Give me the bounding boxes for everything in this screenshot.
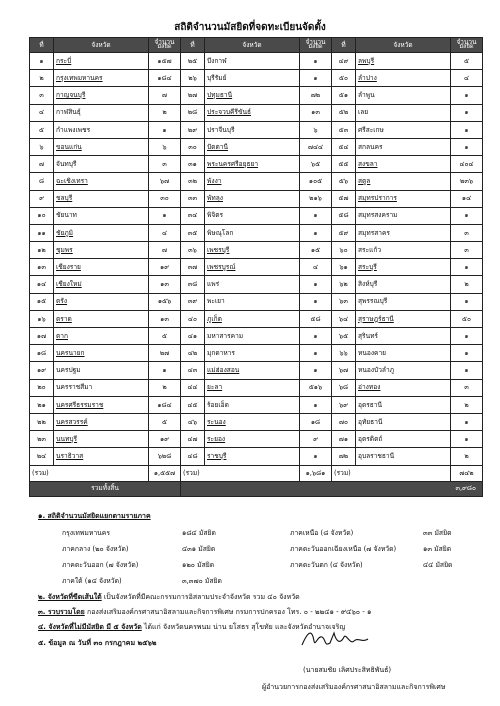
- header-no: ที่: [332, 38, 356, 53]
- mosque-count: ๑๓: [149, 310, 181, 327]
- mosque-count: ๑๕๗: [149, 53, 181, 70]
- mosque-count: ๒๓๖: [451, 173, 483, 190]
- province-name: อุทัยธานี: [356, 413, 451, 430]
- header-count: จำนวน มัสยิด: [451, 38, 483, 53]
- mosque-count: ๓: [451, 379, 483, 396]
- region-label: ภาคตะวันตก (๔ จังหวัด): [290, 561, 363, 569]
- mosque-count: ๑: [451, 207, 483, 224]
- grand-total-label: รวมทั้งสิ้น: [30, 481, 181, 496]
- mosque-count: ๑: [300, 53, 332, 70]
- mosque-count: ๑๕๖: [149, 293, 181, 310]
- signatory-name: (นายสมชัย เลิศประสิทธิพันธ์): [303, 666, 392, 674]
- mosque-count: ๑: [451, 259, 483, 276]
- province-name: จันทบุรี: [54, 156, 149, 173]
- mosque-count: ๔: [149, 224, 181, 241]
- province-name: ตาก: [54, 328, 149, 345]
- mosque-count: ๑: [451, 293, 483, 310]
- mosque-count: ๕: [149, 328, 181, 345]
- grand-total-row: [30, 481, 483, 496]
- mosque-count: ๑๙: [149, 259, 181, 276]
- mosque-count: ๑๓: [149, 276, 181, 293]
- row-number: ๓๐: [181, 138, 205, 155]
- row-number: ๒: [30, 70, 54, 87]
- region-label: ภาคตะวันออกเฉียงเหนือ (๗ จังหวัด): [290, 545, 397, 553]
- province-name: บุรีรัมย์: [205, 70, 300, 87]
- province-name: สมุทรสาคร: [356, 224, 451, 241]
- province-name: พิจิตร: [205, 207, 300, 224]
- province-name: มหาสารคาม: [205, 328, 300, 345]
- mosque-count: ๑๓: [300, 104, 332, 121]
- province-name: ระยอง: [205, 431, 300, 448]
- mosque-count: ๕๘: [300, 310, 332, 327]
- row-number: ๓๔: [181, 207, 205, 224]
- mosque-count: ๓: [451, 242, 483, 259]
- table-row: [30, 70, 483, 87]
- row-number: ๒๕: [181, 53, 205, 70]
- province-name: อุดรธานี: [356, 396, 451, 413]
- table-row: [30, 259, 483, 276]
- mosque-count: ๒: [451, 396, 483, 413]
- province-name: ขอนแก่น: [54, 138, 149, 155]
- mosque-count: ๑: [300, 70, 332, 87]
- row-number: ๖๙: [332, 396, 356, 413]
- row-number: ๔๐: [181, 310, 205, 327]
- province-name: สมุทรปราการ: [356, 190, 451, 207]
- row-number: ๒๒: [30, 413, 54, 430]
- province-name: เลย: [356, 104, 451, 121]
- row-number: ๕๕: [332, 156, 356, 173]
- province-name: พังงา: [205, 173, 300, 190]
- province-name: ศรีสะเกษ: [356, 121, 451, 138]
- row-number: ๕๘: [332, 207, 356, 224]
- table-row: [30, 242, 483, 259]
- row-number: ๒๖: [181, 70, 205, 87]
- table-row: [30, 362, 483, 379]
- totals-value: ๗๔๒: [451, 465, 483, 481]
- row-number: ๑๐: [30, 207, 54, 224]
- province-name: ชัยภูมิ: [54, 224, 149, 241]
- note-2: ๒. จังหวัดที่ขีดเส้นใต้ เป็นจังหวัดที่มีคณะกรรมการอิสลามประจำจังหวัด รวม ๔๐ จังหวัด: [38, 593, 300, 601]
- totals-value: ๑,๕๕๗: [149, 465, 181, 481]
- mosque-count: ๒: [451, 448, 483, 465]
- mosque-count: ๑: [149, 207, 181, 224]
- mosque-count: ๓: [149, 156, 181, 173]
- row-number: ๗: [30, 156, 54, 173]
- row-number: ๗๒: [332, 448, 356, 465]
- row-number: ๓๓: [181, 190, 205, 207]
- mosque-count: ๑๘๔: [149, 396, 181, 413]
- signatory-title: ผู้อำนวยการกองส่งเสริมองค์กรศาสนาอิสลามและกิจการพิเศษ: [262, 683, 446, 691]
- province-name: สุราษฎร์ธานี: [356, 310, 451, 327]
- row-number: ๙: [30, 190, 54, 207]
- row-number: ๑๕: [30, 293, 54, 310]
- mosque-count: ๖๕: [300, 156, 332, 173]
- mosque-count: ๒: [149, 379, 181, 396]
- region-label: ภาคกลาง (๒๐ จังหวัด): [62, 545, 129, 553]
- province-name: นครราชสีมา: [54, 379, 149, 396]
- province-name: เชียงใหม่: [54, 276, 149, 293]
- province-name: ราชบุรี: [205, 448, 300, 465]
- row-number: ๑๑: [30, 224, 54, 241]
- row-number: ๕๒: [332, 104, 356, 121]
- province-name: ปทุมธานี: [205, 87, 300, 104]
- province-name: พัทลุง: [205, 190, 300, 207]
- mosque-count: ๖: [300, 121, 332, 138]
- mosque-count: ๕๐: [451, 310, 483, 327]
- mosque-count: ๑: [451, 87, 483, 104]
- note-3: ๓. รวบรวมโดย กองส่งเสริมองค์กรศาสนาอิสลามและกิจการพิเศษ กรมการปกครอง โทร. ๐ - ๒๒๔๑ - ๙๔๖๐ - ๑: [38, 608, 372, 616]
- row-number: ๖๕: [332, 328, 356, 345]
- province-name: ชัยนาท: [54, 207, 149, 224]
- mosque-count: ๑: [451, 431, 483, 448]
- mosque-count: ๑: [149, 121, 181, 138]
- row-number: ๔๓: [181, 362, 205, 379]
- province-name: สระบุรี: [356, 259, 451, 276]
- mosque-count: ๑: [300, 276, 332, 293]
- row-number: ๒๐: [30, 379, 54, 396]
- row-number: ๑: [30, 53, 54, 70]
- table-row: [30, 293, 483, 310]
- province-name: ตราด: [54, 310, 149, 327]
- mosque-count: ๑: [149, 362, 181, 379]
- table-row: [30, 328, 483, 345]
- table-row: [30, 190, 483, 207]
- mosque-count: ๑: [300, 293, 332, 310]
- province-name: ฉะเชิงเทรา: [54, 173, 149, 190]
- province-name: อ่างทอง: [356, 379, 451, 396]
- province-name: อุตรดิตถ์: [356, 431, 451, 448]
- row-number: ๓๑: [181, 156, 205, 173]
- row-number: ๔: [30, 104, 54, 121]
- region-value: ๑๘๔ มัสยิด: [182, 529, 216, 537]
- province-name: ปราจีนบุรี: [205, 121, 300, 138]
- province-name: ยะลา: [205, 379, 300, 396]
- province-name: ชลบุรี: [54, 190, 149, 207]
- mosque-count: ๒: [149, 104, 181, 121]
- mosque-count: ๓๐: [149, 190, 181, 207]
- table-row: [30, 345, 483, 362]
- note-5: ๕. ข้อมูล ณ วันที่ ๓๐ กรกฎาคม ๒๕๖๒: [38, 639, 157, 647]
- province-name: พะเยา: [205, 293, 300, 310]
- row-number: ๔๙: [332, 53, 356, 70]
- mosque-count: ๑: [451, 328, 483, 345]
- region-value: ๔๔ มัสยิด: [423, 561, 453, 569]
- province-name: ลำพูน: [356, 87, 451, 104]
- mosque-count: ๑: [451, 345, 483, 362]
- mosque-count: ๕๑๖: [300, 379, 332, 396]
- mosque-count: ๑: [300, 345, 332, 362]
- mosque-count: ๑: [451, 104, 483, 121]
- province-name: สงขลา: [356, 156, 451, 173]
- province-name: นราธิวาส: [54, 448, 149, 465]
- province-name: หนองบัวลำภู: [356, 362, 451, 379]
- row-number: ๒๗: [181, 87, 205, 104]
- province-name: เพชรบูรณ์: [205, 259, 300, 276]
- region-value: ๔๓๑ มัสยิด: [182, 545, 216, 553]
- row-number: ๑๓: [30, 259, 54, 276]
- row-number: ๕: [30, 121, 54, 138]
- row-number: ๕๔: [332, 138, 356, 155]
- province-name: สุรินทร์: [356, 328, 451, 345]
- note-4: ๔. จังหวัดที่ไม่มีมัสยิด มี ๕ จังหวัด ได้แก่ จังหวัดนครพนม น่าน ยโสธร สุโขทัย และจังหวัดอำนาจเจริญ: [38, 623, 346, 631]
- row-number: ๖๒: [332, 276, 356, 293]
- province-name: สตูล: [356, 173, 451, 190]
- row-number: ๔๗: [181, 431, 205, 448]
- totals-label: (รวม): [332, 465, 451, 481]
- province-name: นครศรีธรรมราช: [54, 396, 149, 413]
- mosque-count: ๒๗: [149, 345, 181, 362]
- region-label: กรุงเทพมหานคร: [62, 529, 110, 537]
- mosque-count: ๑๕: [300, 242, 332, 259]
- mosque-count: ๗๔๔: [300, 138, 332, 155]
- province-name: บึงกาฬ: [205, 53, 300, 70]
- province-name: กำแพงเพชร: [54, 121, 149, 138]
- table-body: [30, 53, 483, 466]
- row-number: ๓๘: [181, 276, 205, 293]
- mosque-count: ๖: [149, 138, 181, 155]
- province-name: เชียงราย: [54, 259, 149, 276]
- table-row: [30, 448, 483, 465]
- region-value: ๓,๓๗๐ มัสยิด: [182, 577, 222, 585]
- province-name: ชุมพร: [54, 242, 149, 259]
- row-number: ๔๕: [181, 396, 205, 413]
- totals-row: [30, 465, 483, 481]
- mosque-count: ๑๘๔: [149, 70, 181, 87]
- row-number: ๓๖: [181, 242, 205, 259]
- row-number: ๔๒: [181, 345, 205, 362]
- mosque-count: ๑๐๕: [300, 173, 332, 190]
- province-name: อุบลราชธานี: [356, 448, 451, 465]
- table-row: [30, 224, 483, 241]
- mosque-count: ๗๒: [300, 87, 332, 104]
- province-name: นครปฐม: [54, 362, 149, 379]
- mosque-count: ๑๙: [149, 431, 181, 448]
- province-name: ร้อยเอ็ด: [205, 396, 300, 413]
- table-row: [30, 173, 483, 190]
- row-number: ๑๙: [30, 362, 54, 379]
- mosque-count: ๑: [300, 224, 332, 241]
- province-name: สุพรรณบุรี: [356, 293, 451, 310]
- totals-value: ๑,๖๘๑: [300, 465, 332, 481]
- row-number: ๑๒: [30, 242, 54, 259]
- header-count: จำนวน มัสยิด: [149, 38, 181, 53]
- row-number: ๒๘: [181, 104, 205, 121]
- row-number: ๕๙: [332, 224, 356, 241]
- mosque-count: ๑: [300, 362, 332, 379]
- row-number: ๒๑: [30, 396, 54, 413]
- mosque-count: ๓: [451, 224, 483, 241]
- province-name: กระบี่: [54, 53, 149, 70]
- row-number: ๔๘: [181, 448, 205, 465]
- row-number: ๑๘: [30, 345, 54, 362]
- totals-label: (รวม): [30, 465, 149, 481]
- province-name: นครสวรรค์: [54, 413, 149, 430]
- row-number: ๖๘: [332, 379, 356, 396]
- mosque-count: ๖๒๘: [149, 448, 181, 465]
- mosque-count: ๙: [300, 431, 332, 448]
- row-number: ๘: [30, 173, 54, 190]
- region-label: ภาคตะวันออก (๗ จังหวัด): [62, 561, 139, 569]
- mosque-count: ๑: [300, 396, 332, 413]
- province-name: พิษณุโลก: [205, 224, 300, 241]
- row-number: ๖: [30, 138, 54, 155]
- mosque-count: ๗: [149, 242, 181, 259]
- handwritten-signature: [300, 627, 370, 651]
- mosque-count: ๔: [300, 259, 332, 276]
- province-name: แพร่: [205, 276, 300, 293]
- row-number: ๑๖: [30, 310, 54, 327]
- row-number: ๖๓: [332, 293, 356, 310]
- header-province: จังหวัด: [205, 38, 300, 53]
- row-number: ๕๑: [332, 87, 356, 104]
- row-number: ๓๕: [181, 224, 205, 241]
- province-name: มุกดาหาร: [205, 345, 300, 362]
- province-name: สมุทรสงคราม: [356, 207, 451, 224]
- table-row: [30, 87, 483, 104]
- row-number: ๑๗: [30, 328, 54, 345]
- header-no: ที่: [181, 38, 205, 53]
- table-row: [30, 104, 483, 121]
- table-row: [30, 379, 483, 396]
- province-name: สกลนคร: [356, 138, 451, 155]
- header-province: จังหวัด: [54, 38, 149, 53]
- table-row: [30, 121, 483, 138]
- mosque-count: ๒: [451, 276, 483, 293]
- row-number: ๔๔: [181, 379, 205, 396]
- table-row: [30, 207, 483, 224]
- province-name: สระแก้ว: [356, 242, 451, 259]
- mosque-count: ๗: [149, 87, 181, 104]
- mosque-count: ๕: [149, 413, 181, 430]
- row-number: ๖๔: [332, 310, 356, 327]
- row-number: ๒๙: [181, 121, 205, 138]
- province-name: กาฬสินธุ์: [54, 104, 149, 121]
- row-number: ๓๙: [181, 293, 205, 310]
- row-number: ๕๐: [332, 70, 356, 87]
- province-name: เพชรบุรี: [205, 242, 300, 259]
- page-title: สถิติจำนวนมัสยิดที่จดทะเบียนจัดตั้ง: [174, 22, 326, 33]
- region-value: ๓๓ มัสยิด: [423, 529, 452, 537]
- row-number: ๖๑: [332, 259, 356, 276]
- mosque-count: ๑: [300, 328, 332, 345]
- mosque-count: ๔: [451, 70, 483, 87]
- province-name: ภูเก็ต: [205, 310, 300, 327]
- province-name: ระนอง: [205, 413, 300, 430]
- mosque-count: ๑: [451, 121, 483, 138]
- mosque-count: ๑๘: [300, 413, 332, 430]
- mosque-count: ๑: [451, 362, 483, 379]
- table-row: [30, 53, 483, 70]
- header-province: จังหวัด: [356, 38, 451, 53]
- region-value: ๑๓ มัสยิด: [423, 545, 452, 553]
- region-value: ๑๒๐ มัสยิด: [182, 561, 215, 569]
- province-name: ประจวบคีรีขันธ์: [205, 104, 300, 121]
- row-number: ๔๖: [181, 413, 205, 430]
- grand-total-value: ๓,๙๘๐: [181, 481, 483, 496]
- province-name: หนองคาย: [356, 345, 451, 362]
- totals-label: (รวม): [181, 465, 300, 481]
- row-number: ๕๓: [332, 121, 356, 138]
- province-name: แม่ฮ่องสอน: [205, 362, 300, 379]
- mosque-stats-table: [29, 37, 483, 497]
- row-number: ๓๒: [181, 173, 205, 190]
- mosque-count: ๔๐๔: [451, 156, 483, 173]
- section1-heading: ๑. สถิติจำนวนมัสยิดแยกตามรายภาค: [38, 512, 151, 520]
- region-label: ภาคใต้ (๑๔ จังหวัด): [62, 577, 122, 585]
- province-name: ปัตตานี: [205, 138, 300, 155]
- row-number: ๑๔: [30, 276, 54, 293]
- row-number: ๖๖: [332, 345, 356, 362]
- header-count: จำนวน มัสยิด: [300, 38, 332, 53]
- province-name: นนทบุรี: [54, 431, 149, 448]
- mosque-count: ๑: [451, 413, 483, 430]
- table-row: [30, 431, 483, 448]
- mosque-count: ๑: [300, 448, 332, 465]
- province-name: กาญจนบุรี: [54, 87, 149, 104]
- table-row: [30, 276, 483, 293]
- province-name: ลำปาง: [356, 70, 451, 87]
- row-number: ๗๑: [332, 431, 356, 448]
- table-row: [30, 138, 483, 155]
- table-row: [30, 413, 483, 430]
- row-number: ๖๗: [332, 362, 356, 379]
- mosque-count: ๑: [300, 207, 332, 224]
- row-number: ๖๐: [332, 242, 356, 259]
- mosque-count: ๕: [451, 53, 483, 70]
- row-number: ๒๓: [30, 431, 54, 448]
- province-name: ตรัง: [54, 293, 149, 310]
- mosque-count: ๑๔: [451, 190, 483, 207]
- row-number: ๒๔: [30, 448, 54, 465]
- province-name: พระนครศรีอยุธยา: [205, 156, 300, 173]
- mosque-count: ๖๗: [149, 173, 181, 190]
- region-label: ภาคเหนือ (๘ จังหวัด): [290, 529, 354, 537]
- table-row: [30, 310, 483, 327]
- row-number: ๓๗: [181, 259, 205, 276]
- mosque-count: ๑: [451, 138, 483, 155]
- table-row: [30, 396, 483, 413]
- row-number: ๔๑: [181, 328, 205, 345]
- row-number: ๓: [30, 87, 54, 104]
- table-row: [30, 156, 483, 173]
- row-number: ๕๗: [332, 190, 356, 207]
- province-name: สิงห์บุรี: [356, 276, 451, 293]
- mosque-count: ๒๑๖: [300, 190, 332, 207]
- province-name: นครนายก: [54, 345, 149, 362]
- header-no: ที่: [30, 38, 54, 53]
- province-name: ลพบุรี: [356, 53, 451, 70]
- table-header-row: [30, 38, 483, 53]
- row-number: ๗๐: [332, 413, 356, 430]
- row-number: ๕๖: [332, 173, 356, 190]
- province-name: กรุงเทพมหานคร: [54, 70, 149, 87]
